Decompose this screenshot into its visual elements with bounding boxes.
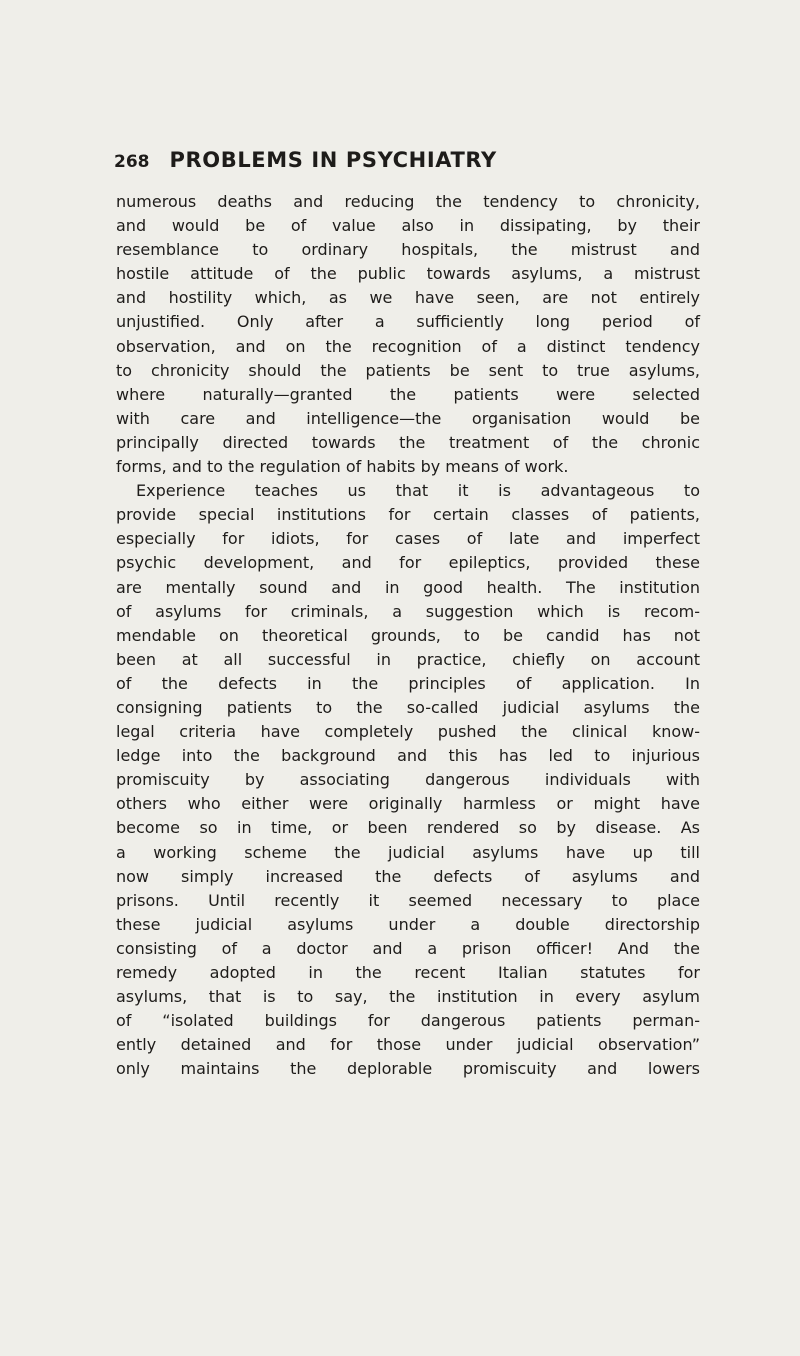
text-line: to chronicity should the patients be sent to true asylums, xyxy=(116,360,700,380)
text-line: numerous deaths and reducing the tendency to chronicity, xyxy=(116,192,700,211)
text-line: and would be of value also in dissipating, by their xyxy=(116,216,700,236)
text-line: with care and intelligence—the organisation would be xyxy=(116,408,700,428)
text-line: a working scheme the judicial asylums have up till xyxy=(116,842,700,862)
text-line: only maintains the deplorable promiscuity and lowers xyxy=(116,1059,700,1079)
text-line: been at all successful in practice, chiefly on account xyxy=(116,649,700,669)
text-line: of asylums for criminals, a suggestion which is recom- xyxy=(116,601,700,621)
text-line: consigning patients to the so-called judicial asylums the xyxy=(116,697,700,717)
text-line: and hostility which, as we have seen, are not entirely xyxy=(116,288,700,308)
text-line: of “isolated buildings for dangerous patients perman- xyxy=(116,1011,700,1031)
text-line: of the defects in the principles of application. In xyxy=(116,673,700,693)
page-title: PROBLEMS IN PSYCHIATRY xyxy=(169,148,497,172)
text-line: principally directed towards the treatment of the chronic xyxy=(116,432,700,452)
text-line: legal criteria have completely pushed the clinical know- xyxy=(116,722,700,742)
text-line: mendable on theoretical grounds, to be candid has not xyxy=(116,625,700,645)
text-line: now simply increased the defects of asylums and xyxy=(116,866,700,886)
text-line: asylums, that is to say, the institution in every asylum xyxy=(116,987,700,1007)
text-line: remedy adopted in the recent Italian statutes for xyxy=(116,963,700,982)
text-line: provide special institutions for certain classes of patients, xyxy=(116,505,700,525)
running-head xyxy=(114,148,634,178)
text-line: ledge into the background and this has led to injurious xyxy=(116,746,700,766)
text-line: ently detained and for those under judicial observation” xyxy=(116,1035,700,1055)
paragraph-start-line: Experience teaches us that it is advantageous to xyxy=(136,481,700,501)
text-line: observation, and on the recognition of a distinct tendency xyxy=(116,336,700,356)
text-line: psychic development, and for epileptics, provided these xyxy=(116,553,700,573)
text-line: promiscuity by associating dangerous individuals with xyxy=(116,770,700,790)
text-line: unjustified. Only after a sufficiently long period of xyxy=(116,312,700,332)
text-line: especially for idiots, for cases of late and imperfect xyxy=(116,529,700,549)
text-line: forms, and to the regulation of habits by means of work. xyxy=(116,457,569,477)
page-number: 268 xyxy=(114,152,150,172)
text-line: where naturally—granted the patients were selected xyxy=(116,384,700,404)
text-line: consisting of a doctor and a prison officer! And the xyxy=(116,938,700,958)
text-line: are mentally sound and in good health. The institution xyxy=(116,577,700,597)
body-text xyxy=(116,190,700,1081)
text-line: become so in time, or been rendered so by disease. As xyxy=(116,818,700,838)
text-line: these judicial asylums under a double directorship xyxy=(116,914,700,934)
text-line: hostile attitude of the public towards asylums, a mistrust xyxy=(116,264,700,284)
text-line: prisons. Until recently it seemed necessary to place xyxy=(116,890,700,910)
text-line: resemblance to ordinary hospitals, the mistrust and xyxy=(116,240,700,260)
text-line: others who either were originally harmless or might have xyxy=(116,794,700,814)
